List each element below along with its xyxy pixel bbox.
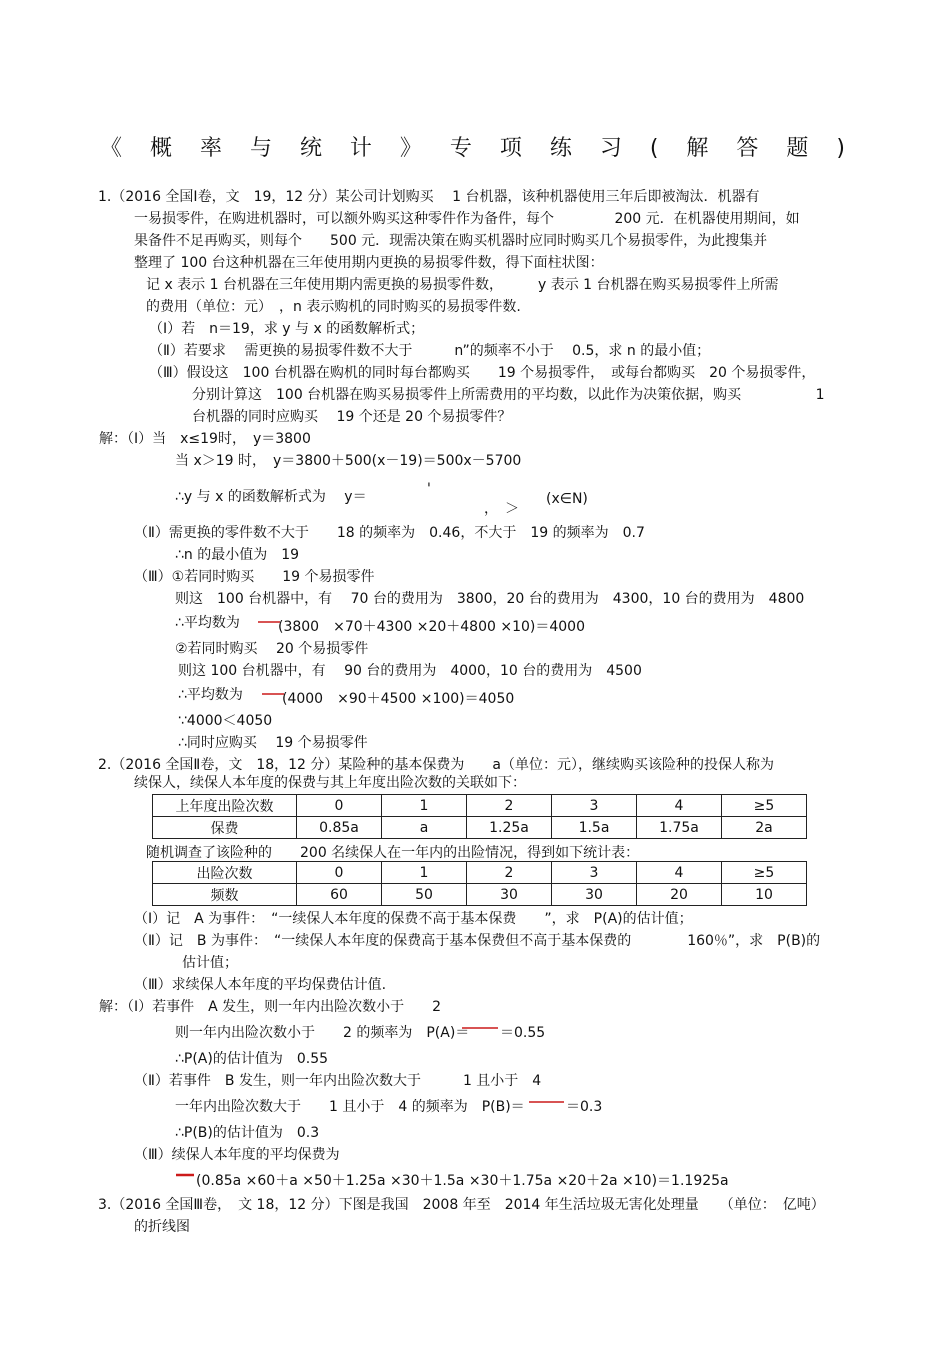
text-line: 的折线图 [134, 1219, 190, 1235]
table-cell: 60 [297, 884, 382, 906]
title-char: ( [649, 136, 659, 161]
text-line: ∴平均数为 [175, 615, 240, 631]
title-char: 专 [449, 136, 472, 161]
text-line: （Ⅲ）续保人本年度的平均保费为 [134, 1147, 340, 1163]
table-cell: 30 [467, 884, 552, 906]
text-line: (0.85a ×60＋a ×50＋1.25a ×30＋1.5a ×30＋1.75a ×20＋2a ×10)＝1.1925a [196, 1173, 729, 1189]
text-line: 记 x 表示 1 台机器在三年使用期内需更换的易损零件数， y 表示 1 台机器在购买易损零件上所需 [146, 277, 779, 293]
title-char: 《 [100, 136, 123, 161]
text-line: 台机器的同时应购买 19 个还是 20 个易损零件？ [192, 409, 512, 425]
title-char: 答 [736, 136, 759, 161]
text-line: （Ⅲ）假设这 100 台机器在购机的同时每台都购买 19 个易损零件， 或每台都购买 20 个易损零件， [149, 365, 816, 381]
table-cell: 1 [382, 862, 467, 884]
title-char: 》 [399, 136, 422, 161]
text-line: (3800 ×70＋4300 ×20＋4800 ×10)＝4000 [278, 619, 585, 635]
text-line: 分别计算这 100 台机器在购买易损零件上所需费用的平均数，以此作为决策依据，购买 1 [192, 387, 825, 403]
text-line: 3.（2016 全国Ⅲ卷， 文 18，12 分）下图是我国 2008 年至 2014 年生活垃圾无害化处理量 （单位： 亿吨） [98, 1197, 825, 1213]
text-line: (4000 ×90＋4500 ×100)＝4050 [282, 691, 515, 707]
text-line: 1.（2016 全国Ⅰ卷，文 19，12 分）某公司计划购买 1 台机器，该种机器使用三年后即被淘汰．机器有 [98, 189, 760, 205]
table-cell: ≥5 [722, 862, 807, 884]
text-line: ＝0.3 [566, 1099, 603, 1115]
text-line: ， ＞ [484, 501, 519, 517]
text-line: 则这 100 台机器中，有 90 台的费用为 4000，10 台的费用为 4500 [178, 663, 642, 679]
text-line: 2.（2016 全国Ⅱ卷，文 18，12 分）某险种的基本保费为 a（单位：元），继续购买该险种的投保人称为 [98, 757, 774, 773]
table-cell: 30 [552, 884, 637, 906]
text-line: 当 x＞19 时， y＝3800＋500(x－19)＝500x－5700 [175, 453, 522, 469]
table-cell: 1.75a [637, 817, 722, 839]
table-header-cell: 出险次数 [153, 862, 297, 884]
title-char: 解 [686, 136, 709, 161]
table-cell: 20 [637, 884, 722, 906]
title-char: 项 [499, 136, 522, 161]
table-row-label: 频数 [153, 884, 297, 906]
text-line: 解：（Ⅰ）若事件 A 发生，则一年内出险次数小于 2 [99, 999, 442, 1015]
text-line: 续保人，续保人本年度的保费与其上年度出险次数的关联如下： [134, 775, 526, 791]
text-line: 解：（Ⅰ）当 x≤19时， y＝3800 [99, 431, 311, 447]
text-line: （Ⅱ）记 B 为事件： “一续保人本年度的保费高于基本保费但不高于基本保费的 160％”，求 P(B)的 [134, 933, 821, 949]
table-cell: 10 [722, 884, 807, 906]
text-line: （Ⅰ）若 n＝19，求 y 与 x 的函数解析式； [149, 321, 425, 337]
text-line: ∴同时应购买 19 个易损零件 [178, 735, 368, 751]
title-char: 习 [599, 136, 622, 161]
page-title [100, 136, 845, 162]
text-line: ∵4000＜4050 [178, 713, 273, 729]
text-line: 则一年内出险次数小于 2 的频率为 P(A)＝ [175, 1025, 470, 1041]
title-char: 计 [349, 136, 372, 161]
text-line: （Ⅱ）若事件 B 发生，则一年内出险次数大于 1 且小于 4 [134, 1073, 542, 1089]
title-char: 统 [299, 136, 322, 161]
text-line: ∴y 与 x 的函数解析式为 y＝ [175, 489, 367, 505]
table-cell: 1 [382, 795, 467, 817]
text-line: ∴P(A)的估计值为 0.55 [175, 1051, 329, 1067]
title-char: ) [836, 136, 845, 161]
table-cell: 4 [637, 862, 722, 884]
table-row [153, 817, 807, 839]
table-header-cell: 上年度出险次数 [153, 795, 297, 817]
table-cell: 0.85a [297, 817, 382, 839]
table-cell: 1.5a [552, 817, 637, 839]
table-cell: a [382, 817, 467, 839]
table-cell: 2 [467, 795, 552, 817]
table-cell: 0 [297, 862, 382, 884]
text-line: （Ⅱ）需更换的零件数不大于 18 的频率为 0.46，不大于 19 的频率为 0.7 [134, 525, 645, 541]
text-line: ∴P(B)的估计值为 0.3 [175, 1125, 320, 1141]
table-cell: 3 [552, 862, 637, 884]
text-line: ∴n 的最小值为 19 [175, 547, 300, 563]
title-char: 与 [249, 136, 272, 161]
text-line: ＝0.55 [500, 1025, 546, 1041]
table-row [153, 795, 807, 817]
frequency-table [152, 861, 807, 906]
title-char: 练 [549, 136, 572, 161]
text-line: 的费用（单位：元） ，n 表示购机的同时购买的易损零件数. [146, 299, 521, 315]
table-row [153, 862, 807, 884]
text-line: （Ⅱ）若要求 需更换的易损零件数不大于 n”的频率不小于 0.5，求 n 的最小值； [149, 343, 711, 359]
text-line: 随机调查了该险种的 200 名续保人在一年内的出险情况，得到如下统计表： [146, 845, 640, 861]
text-line: 整理了 100 台这种机器在三年使用期内更换的易损零件数，得下面柱状图： [134, 255, 604, 271]
text-line: （Ⅲ）求续保人本年度的平均保费估计值. [134, 977, 387, 993]
table-cell: 2 [467, 862, 552, 884]
text-line: ' [427, 481, 431, 497]
table-cell: 4 [637, 795, 722, 817]
title-char: 概 [149, 136, 172, 161]
text-line: 一年内出险次数大于 1 且小于 4 的频率为 P(B)＝ [175, 1099, 525, 1115]
text-line: （Ⅲ）①若同时购买 19 个易损零件 [134, 569, 375, 585]
title-char: 率 [199, 136, 222, 161]
table-row [153, 884, 807, 906]
table-cell: 1.25a [467, 817, 552, 839]
text-line: 则这 100 台机器中，有 70 台的费用为 3800，20 台的费用为 4300，10 台的费用为 4800 [175, 591, 805, 607]
text-line: 一易损零件，在购进机器时，可以额外购买这种零件作为备件，每个 200 元．在机器使用期间，如 [134, 211, 800, 227]
table-cell: ≥5 [722, 795, 807, 817]
table-cell: 2a [722, 817, 807, 839]
table-row-label: 保费 [153, 817, 297, 839]
text-line: 果备件不足再购买，则每个 500 元．现需决策在购买机器时应同时购买几个易损零件，为此搜集并 [134, 233, 768, 249]
text-line: （Ⅰ）记 A 为事件： “一续保人本年度的保费不高于基本保费 ”，求 P(A)的估计值； [134, 911, 693, 927]
text-line: (x∈N) [546, 491, 588, 507]
table-cell: 0 [297, 795, 382, 817]
text-line: 估计值； [182, 955, 238, 971]
table-cell: 50 [382, 884, 467, 906]
text-line: ②若同时购买 20 个易损零件 [175, 641, 369, 657]
title-char: 题 [786, 136, 809, 161]
table-cell: 3 [552, 795, 637, 817]
premium-table [152, 794, 807, 839]
text-line: ∴平均数为 [178, 687, 243, 703]
